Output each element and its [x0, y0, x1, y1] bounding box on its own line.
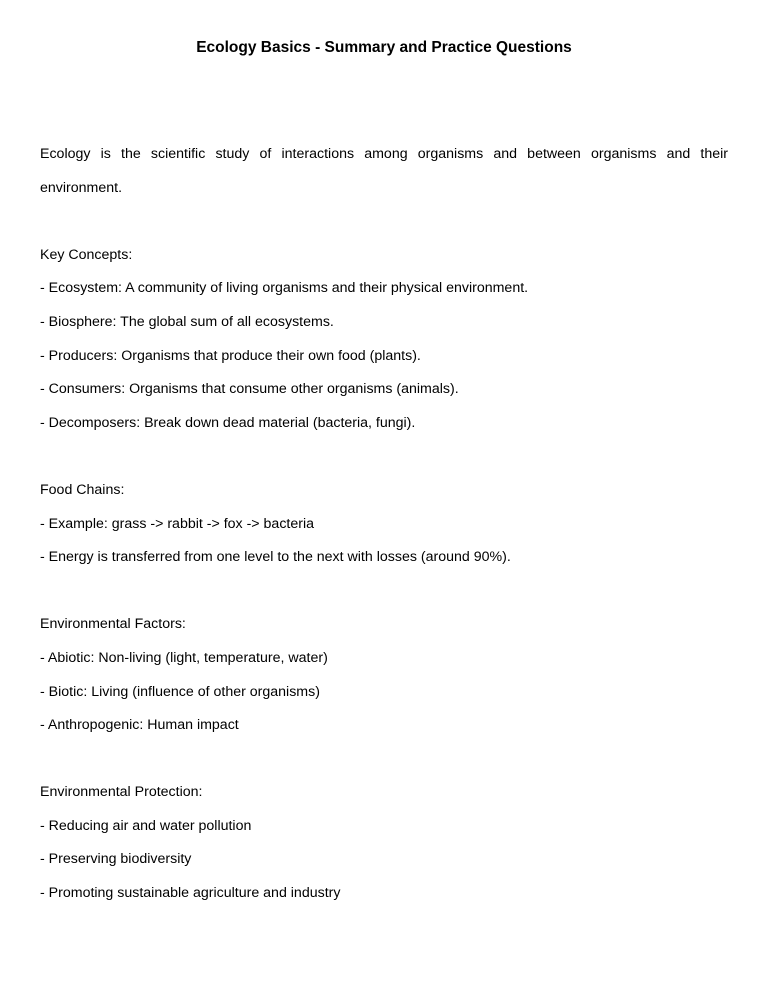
list-item: - Ecosystem: A community of living organisms and their physical environment.: [40, 280, 529, 297]
section-environmental-factors: [40, 608, 728, 742]
list-item: - Consumers: Organisms that consume other organisms (animals).: [40, 381, 459, 398]
list-item: - Biotic: Living (influence of other organisms): [40, 683, 320, 700]
section-food-chains: [40, 474, 728, 575]
list-item: - Biosphere: The global sum of all ecosystems.: [40, 313, 334, 330]
environmental-factors-list: [40, 642, 728, 743]
section-environmental-protection: [40, 776, 728, 910]
list-item: - Anthropogenic: Human impact: [40, 717, 239, 734]
section-key-concepts: [40, 239, 728, 441]
list-item: - Reducing air and water pollution: [40, 817, 252, 834]
list-item: - Example: grass -> rabbit -> fox -> bacteria: [40, 515, 315, 532]
list-item: - Producers: Organisms that produce their own food (plants).: [40, 347, 421, 364]
key-concepts-list: [40, 272, 728, 440]
list-item: - Preserving biodiversity: [40, 851, 192, 868]
food-chains-list: [40, 508, 728, 575]
environmental-protection-list: [40, 810, 728, 911]
page-title: Ecology Basics - Summary and Practice Questions: [196, 39, 572, 56]
list-item: - Abiotic: Non-living (light, temperature, water): [40, 649, 328, 666]
section-heading: Environmental Factors:: [40, 616, 186, 633]
section-heading: Environmental Protection:: [40, 784, 203, 801]
list-item: - Promoting sustainable agriculture and industry: [40, 885, 341, 902]
list-item: - Energy is transferred from one level to the next with losses (around 90%).: [40, 549, 511, 566]
intro-paragraph: Ecology is the scientific study of interactions among organisms and between organisms and their environment.: [40, 146, 728, 196]
list-item: - Decomposers: Break down dead material (bacteria, fungi).: [40, 414, 416, 431]
section-heading: Key Concepts:: [40, 246, 133, 263]
section-heading: Food Chains:: [40, 481, 125, 498]
document-body: [40, 138, 728, 911]
